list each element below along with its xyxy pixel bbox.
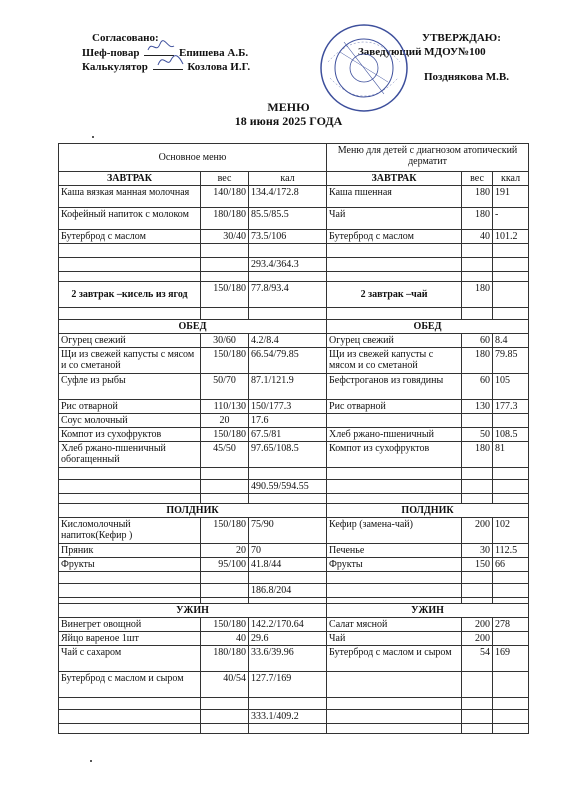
empty-cell xyxy=(59,710,201,724)
dish-weight: 150/180 xyxy=(201,428,249,442)
empty-row xyxy=(59,698,529,710)
empty-cell xyxy=(462,724,493,734)
table-row xyxy=(59,414,529,428)
dish-kcal-right xyxy=(493,282,529,308)
dish-kcal-right: - xyxy=(493,208,529,230)
dish-kcal-right: 112.5 xyxy=(493,544,529,558)
dish-kcal-right xyxy=(493,672,529,698)
empty-row xyxy=(59,494,529,504)
empty-cell xyxy=(493,494,529,504)
table-row xyxy=(59,618,529,632)
breakfast-section-right: ЗАВТРАК xyxy=(327,172,462,186)
dish-weight: 180/180 xyxy=(201,646,249,672)
empty-cell xyxy=(462,272,493,282)
dish-name-right: Компот из сухофруктов xyxy=(327,442,462,468)
empty-cell xyxy=(327,494,462,504)
empty-cell xyxy=(462,480,493,494)
dish-name: Бутерброд с маслом xyxy=(59,230,201,244)
dish-weight-right: 180 xyxy=(462,348,493,374)
empty-cell xyxy=(201,572,249,584)
empty-cell xyxy=(201,272,249,282)
calc-name: Козлова И.Г. xyxy=(187,61,251,73)
dish-name: Пряник xyxy=(59,544,201,558)
empty-cell xyxy=(493,710,529,724)
empty-cell xyxy=(327,724,462,734)
dish-name: Яйцо вареное 1шт xyxy=(59,632,201,646)
dish-name-right: Хлеб ржано-пшеничный xyxy=(327,428,462,442)
calc-signature xyxy=(153,60,183,70)
empty-cell xyxy=(59,258,201,272)
empty-cell xyxy=(59,724,201,734)
dish-name: Чай с сахаром xyxy=(59,646,201,672)
total-row xyxy=(59,710,529,724)
empty-cell xyxy=(249,272,327,282)
empty-cell xyxy=(59,272,201,282)
dish-kcal-right: 169 xyxy=(493,646,529,672)
dish-weight-right xyxy=(462,672,493,698)
empty-row xyxy=(59,308,529,320)
dish-kcal-right: 108.5 xyxy=(493,428,529,442)
dish-name-right xyxy=(327,672,462,698)
dish-kcal: 4.2/8.4 xyxy=(249,334,327,348)
section-title-right: УЖИН xyxy=(327,604,529,618)
dish-weight: 110/130 xyxy=(201,400,249,414)
empty-row xyxy=(59,244,529,258)
empty-cell xyxy=(462,258,493,272)
empty-cell xyxy=(249,308,327,320)
approval-label: Согласовано: xyxy=(92,32,159,44)
dish-kcal-right: 278 xyxy=(493,618,529,632)
head-label: Заведующий МДОУ№100 xyxy=(358,46,486,58)
table-row xyxy=(59,348,529,374)
kcal-col-header: кал xyxy=(249,172,327,186)
atopic-menu-header: Меню для детей с диагнозом атопический дерматит xyxy=(327,144,529,172)
dish-kcal-right: 191 xyxy=(493,186,529,208)
breakfast-section-left: ЗАВТРАК xyxy=(59,172,201,186)
empty-cell xyxy=(201,494,249,504)
empty-cell xyxy=(493,308,529,320)
empty-cell xyxy=(59,480,201,494)
empty-cell xyxy=(249,724,327,734)
dish-kcal: 77.8/93.4 xyxy=(249,282,327,308)
empty-cell xyxy=(493,272,529,282)
dish-weight: 45/50 xyxy=(201,442,249,468)
calc-label: Калькулятор xyxy=(82,61,148,73)
ink-dot-lower xyxy=(90,760,92,762)
empty-cell xyxy=(462,710,493,724)
dish-name-right: Бефстроганов из говядины xyxy=(327,374,462,400)
empty-cell xyxy=(462,308,493,320)
empty-cell xyxy=(327,272,462,282)
page-date: 18 июня 2025 ГОДА xyxy=(234,114,343,128)
section-total-kcal: 333.1/409.2 xyxy=(249,710,327,724)
empty-cell xyxy=(201,244,249,258)
dish-weight: 150/180 xyxy=(201,282,249,308)
empty-cell xyxy=(327,244,462,258)
dish-name: Винегрет овощной xyxy=(59,618,201,632)
empty-cell xyxy=(493,480,529,494)
empty-cell xyxy=(249,572,327,584)
empty-cell xyxy=(201,698,249,710)
dish-name: Щи из свежей капусты с мясом и со сметаной xyxy=(59,348,201,374)
dish-weight: 40/54 xyxy=(201,672,249,698)
dish-weight: 95/100 xyxy=(201,558,249,572)
weight-col-header-right: вес xyxy=(462,172,493,186)
breakfast-header-row xyxy=(59,172,529,186)
dish-kcal: 87.1/121.9 xyxy=(249,374,327,400)
section-title-left: ОБЕД xyxy=(59,320,327,334)
empty-cell xyxy=(201,480,249,494)
dish-weight: 20 xyxy=(201,544,249,558)
dish-name-right: Огурец свежий xyxy=(327,334,462,348)
dish-name: Суфле из рыбы xyxy=(59,374,201,400)
dish-name-right: Салат мясной xyxy=(327,618,462,632)
empty-cell xyxy=(59,308,201,320)
section-total-kcal: 186.8/204 xyxy=(249,584,327,598)
empty-cell xyxy=(462,494,493,504)
dish-kcal: 67.5/81 xyxy=(249,428,327,442)
dish-name-right xyxy=(327,414,462,428)
empty-cell xyxy=(462,698,493,710)
dish-kcal: 142.2/170.64 xyxy=(249,618,327,632)
empty-cell xyxy=(59,572,201,584)
dish-name: Хлеб ржано-пшеничный обогащенный xyxy=(59,442,201,468)
dish-weight-right: 180 xyxy=(462,208,493,230)
dish-name: Каша вязкая манная молочная xyxy=(59,186,201,208)
dish-weight-right: 200 xyxy=(462,632,493,646)
dish-weight: 150/180 xyxy=(201,518,249,544)
dish-weight: 30/60 xyxy=(201,334,249,348)
total-row xyxy=(59,480,529,494)
dish-weight: 30/40 xyxy=(201,230,249,244)
empty-cell xyxy=(327,258,462,272)
dish-kcal: 41.8/44 xyxy=(249,558,327,572)
empty-cell xyxy=(59,468,201,480)
dish-kcal: 85.5/85.5 xyxy=(249,208,327,230)
dish-name: Бутерброд с маслом и сыром xyxy=(59,672,201,698)
empty-cell xyxy=(493,258,529,272)
dish-kcal: 73.5/106 xyxy=(249,230,327,244)
table-row xyxy=(59,186,529,208)
table-row xyxy=(59,632,529,646)
empty-cell xyxy=(493,724,529,734)
dish-kcal: 97.65/108.5 xyxy=(249,442,327,468)
table-row xyxy=(59,672,529,698)
dish-kcal: 70 xyxy=(249,544,327,558)
kcal-col-header-right: ккал xyxy=(493,172,529,186)
dish-kcal: 150/177.3 xyxy=(249,400,327,414)
dish-weight-right: 60 xyxy=(462,374,493,400)
table-row xyxy=(59,334,529,348)
dish-weight-right: 50 xyxy=(462,428,493,442)
empty-cell xyxy=(327,584,462,598)
dish-kcal: 33.6/39.96 xyxy=(249,646,327,672)
dish-kcal: 134.4/172.8 xyxy=(249,186,327,208)
total-row xyxy=(59,258,529,272)
dish-kcal: 75/90 xyxy=(249,518,327,544)
dish-name: 2 завтрак –кисель из ягод xyxy=(59,282,201,308)
total-row xyxy=(59,584,529,598)
dish-kcal-right: 102 xyxy=(493,518,529,544)
dish-weight-right: 60 xyxy=(462,334,493,348)
dish-name: Рис отварной xyxy=(59,400,201,414)
weight-col-header: вес xyxy=(201,172,249,186)
empty-cell xyxy=(201,584,249,598)
chef-name: Епишева А.Б. xyxy=(179,47,249,59)
section-title-left: УЖИН xyxy=(59,604,327,618)
section-title-right: ПОЛДНИК xyxy=(327,504,529,518)
dish-kcal: 66.54/79.85 xyxy=(249,348,327,374)
dish-kcal-right xyxy=(493,414,529,428)
empty-cell xyxy=(493,468,529,480)
dish-kcal-right: 177.3 xyxy=(493,400,529,414)
dish-weight: 50/70 xyxy=(201,374,249,400)
section-total-kcal: 490.59/594.55 xyxy=(249,480,327,494)
empty-cell xyxy=(59,244,201,258)
dish-weight-right: 30 xyxy=(462,544,493,558)
dish-name-right: Щи из свежей капусты с мясом и со сметаной xyxy=(327,348,462,374)
dish-weight-right: 130 xyxy=(462,400,493,414)
empty-cell xyxy=(327,468,462,480)
section-title-right: ОБЕД xyxy=(327,320,529,334)
dish-kcal-right: 81 xyxy=(493,442,529,468)
dish-kcal: 127.7/169 xyxy=(249,672,327,698)
empty-cell xyxy=(201,258,249,272)
table-row xyxy=(59,518,529,544)
table-row xyxy=(59,544,529,558)
empty-cell xyxy=(462,244,493,258)
calc-line xyxy=(82,60,250,73)
chef-label: Шеф-повар xyxy=(82,47,140,59)
empty-row xyxy=(59,724,529,734)
dish-name: Огурец свежий xyxy=(59,334,201,348)
dish-weight-right: 180 xyxy=(462,282,493,308)
dish-weight-right: 54 xyxy=(462,646,493,672)
dish-name-right: Бутерброд с маслом и сыром xyxy=(327,646,462,672)
table-header-row xyxy=(59,144,529,172)
table-row xyxy=(59,428,529,442)
section-title-left: ПОЛДНИК xyxy=(59,504,327,518)
dish-name-right: 2 завтрак –чай xyxy=(327,282,462,308)
empty-cell xyxy=(249,698,327,710)
empty-cell xyxy=(493,584,529,598)
dish-weight-right xyxy=(462,414,493,428)
dish-kcal: 29.6 xyxy=(249,632,327,646)
dish-kcal-right: 79.85 xyxy=(493,348,529,374)
section-header-row xyxy=(59,504,529,518)
dish-weight: 150/180 xyxy=(201,348,249,374)
empty-cell xyxy=(462,468,493,480)
dish-weight: 180/180 xyxy=(201,208,249,230)
dish-kcal-right: 101.2 xyxy=(493,230,529,244)
dish-weight: 40 xyxy=(201,632,249,646)
empty-cell xyxy=(327,572,462,584)
confirm-label: УТВЕРЖДАЮ: xyxy=(422,32,501,44)
dish-kcal-right: 8.4 xyxy=(493,334,529,348)
dish-name: Кисломолочный напиток(Кефир ) xyxy=(59,518,201,544)
empty-row xyxy=(59,572,529,584)
dish-weight-right: 180 xyxy=(462,186,493,208)
dish-weight: 20 xyxy=(201,414,249,428)
empty-cell xyxy=(462,572,493,584)
dish-name: Фрукты xyxy=(59,558,201,572)
dish-weight: 150/180 xyxy=(201,618,249,632)
empty-cell xyxy=(249,494,327,504)
empty-cell xyxy=(201,724,249,734)
empty-cell xyxy=(59,584,201,598)
dish-name-right: Рис отварной xyxy=(327,400,462,414)
dish-weight-right: 180 xyxy=(462,442,493,468)
head-name: Позднякова М.В. xyxy=(424,71,509,83)
table-row xyxy=(59,646,529,672)
empty-cell xyxy=(327,480,462,494)
table-row xyxy=(59,282,529,308)
empty-cell xyxy=(493,572,529,584)
main-menu-header: Основное меню xyxy=(59,144,327,172)
dish-weight-right: 200 xyxy=(462,518,493,544)
section-header-row xyxy=(59,604,529,618)
ink-dot xyxy=(92,136,94,138)
empty-cell xyxy=(201,468,249,480)
empty-cell xyxy=(201,710,249,724)
dish-name-right: Бутерброд с маслом xyxy=(327,230,462,244)
dish-name: Кофейный напиток с молоком xyxy=(59,208,201,230)
dish-kcal-right: 105 xyxy=(493,374,529,400)
dish-name-right: Фрукты xyxy=(327,558,462,572)
section-total-kcal: 293.4/364.3 xyxy=(249,258,327,272)
empty-cell xyxy=(462,584,493,598)
empty-cell xyxy=(327,710,462,724)
empty-cell xyxy=(249,244,327,258)
dish-name-right: Печенье xyxy=(327,544,462,558)
dish-weight: 140/180 xyxy=(201,186,249,208)
dish-name-right: Чай xyxy=(327,632,462,646)
empty-row xyxy=(59,272,529,282)
dish-weight-right: 200 xyxy=(462,618,493,632)
menu-table xyxy=(58,143,529,734)
dish-name: Компот из сухофруктов xyxy=(59,428,201,442)
empty-cell xyxy=(249,468,327,480)
table-row xyxy=(59,230,529,244)
dish-weight-right: 150 xyxy=(462,558,493,572)
dish-name-right: Каша пшенная xyxy=(327,186,462,208)
dish-kcal-right: 66 xyxy=(493,558,529,572)
empty-row xyxy=(59,468,529,480)
dish-name-right: Чай xyxy=(327,208,462,230)
dish-kcal-right xyxy=(493,632,529,646)
dish-name: Соус молочный xyxy=(59,414,201,428)
table-row xyxy=(59,400,529,414)
empty-cell xyxy=(59,698,201,710)
page-title: МЕНЮ xyxy=(267,100,310,114)
empty-cell xyxy=(493,244,529,258)
dish-kcal: 17.6 xyxy=(249,414,327,428)
table-row xyxy=(59,558,529,572)
empty-cell xyxy=(59,494,201,504)
empty-cell xyxy=(201,308,249,320)
table-row xyxy=(59,374,529,400)
empty-cell xyxy=(493,698,529,710)
table-row xyxy=(59,208,529,230)
empty-cell xyxy=(327,698,462,710)
dish-weight-right: 40 xyxy=(462,230,493,244)
section-header-row xyxy=(59,320,529,334)
dish-name-right: Кефир (замена-чай) xyxy=(327,518,462,544)
empty-cell xyxy=(327,308,462,320)
table-row xyxy=(59,442,529,468)
